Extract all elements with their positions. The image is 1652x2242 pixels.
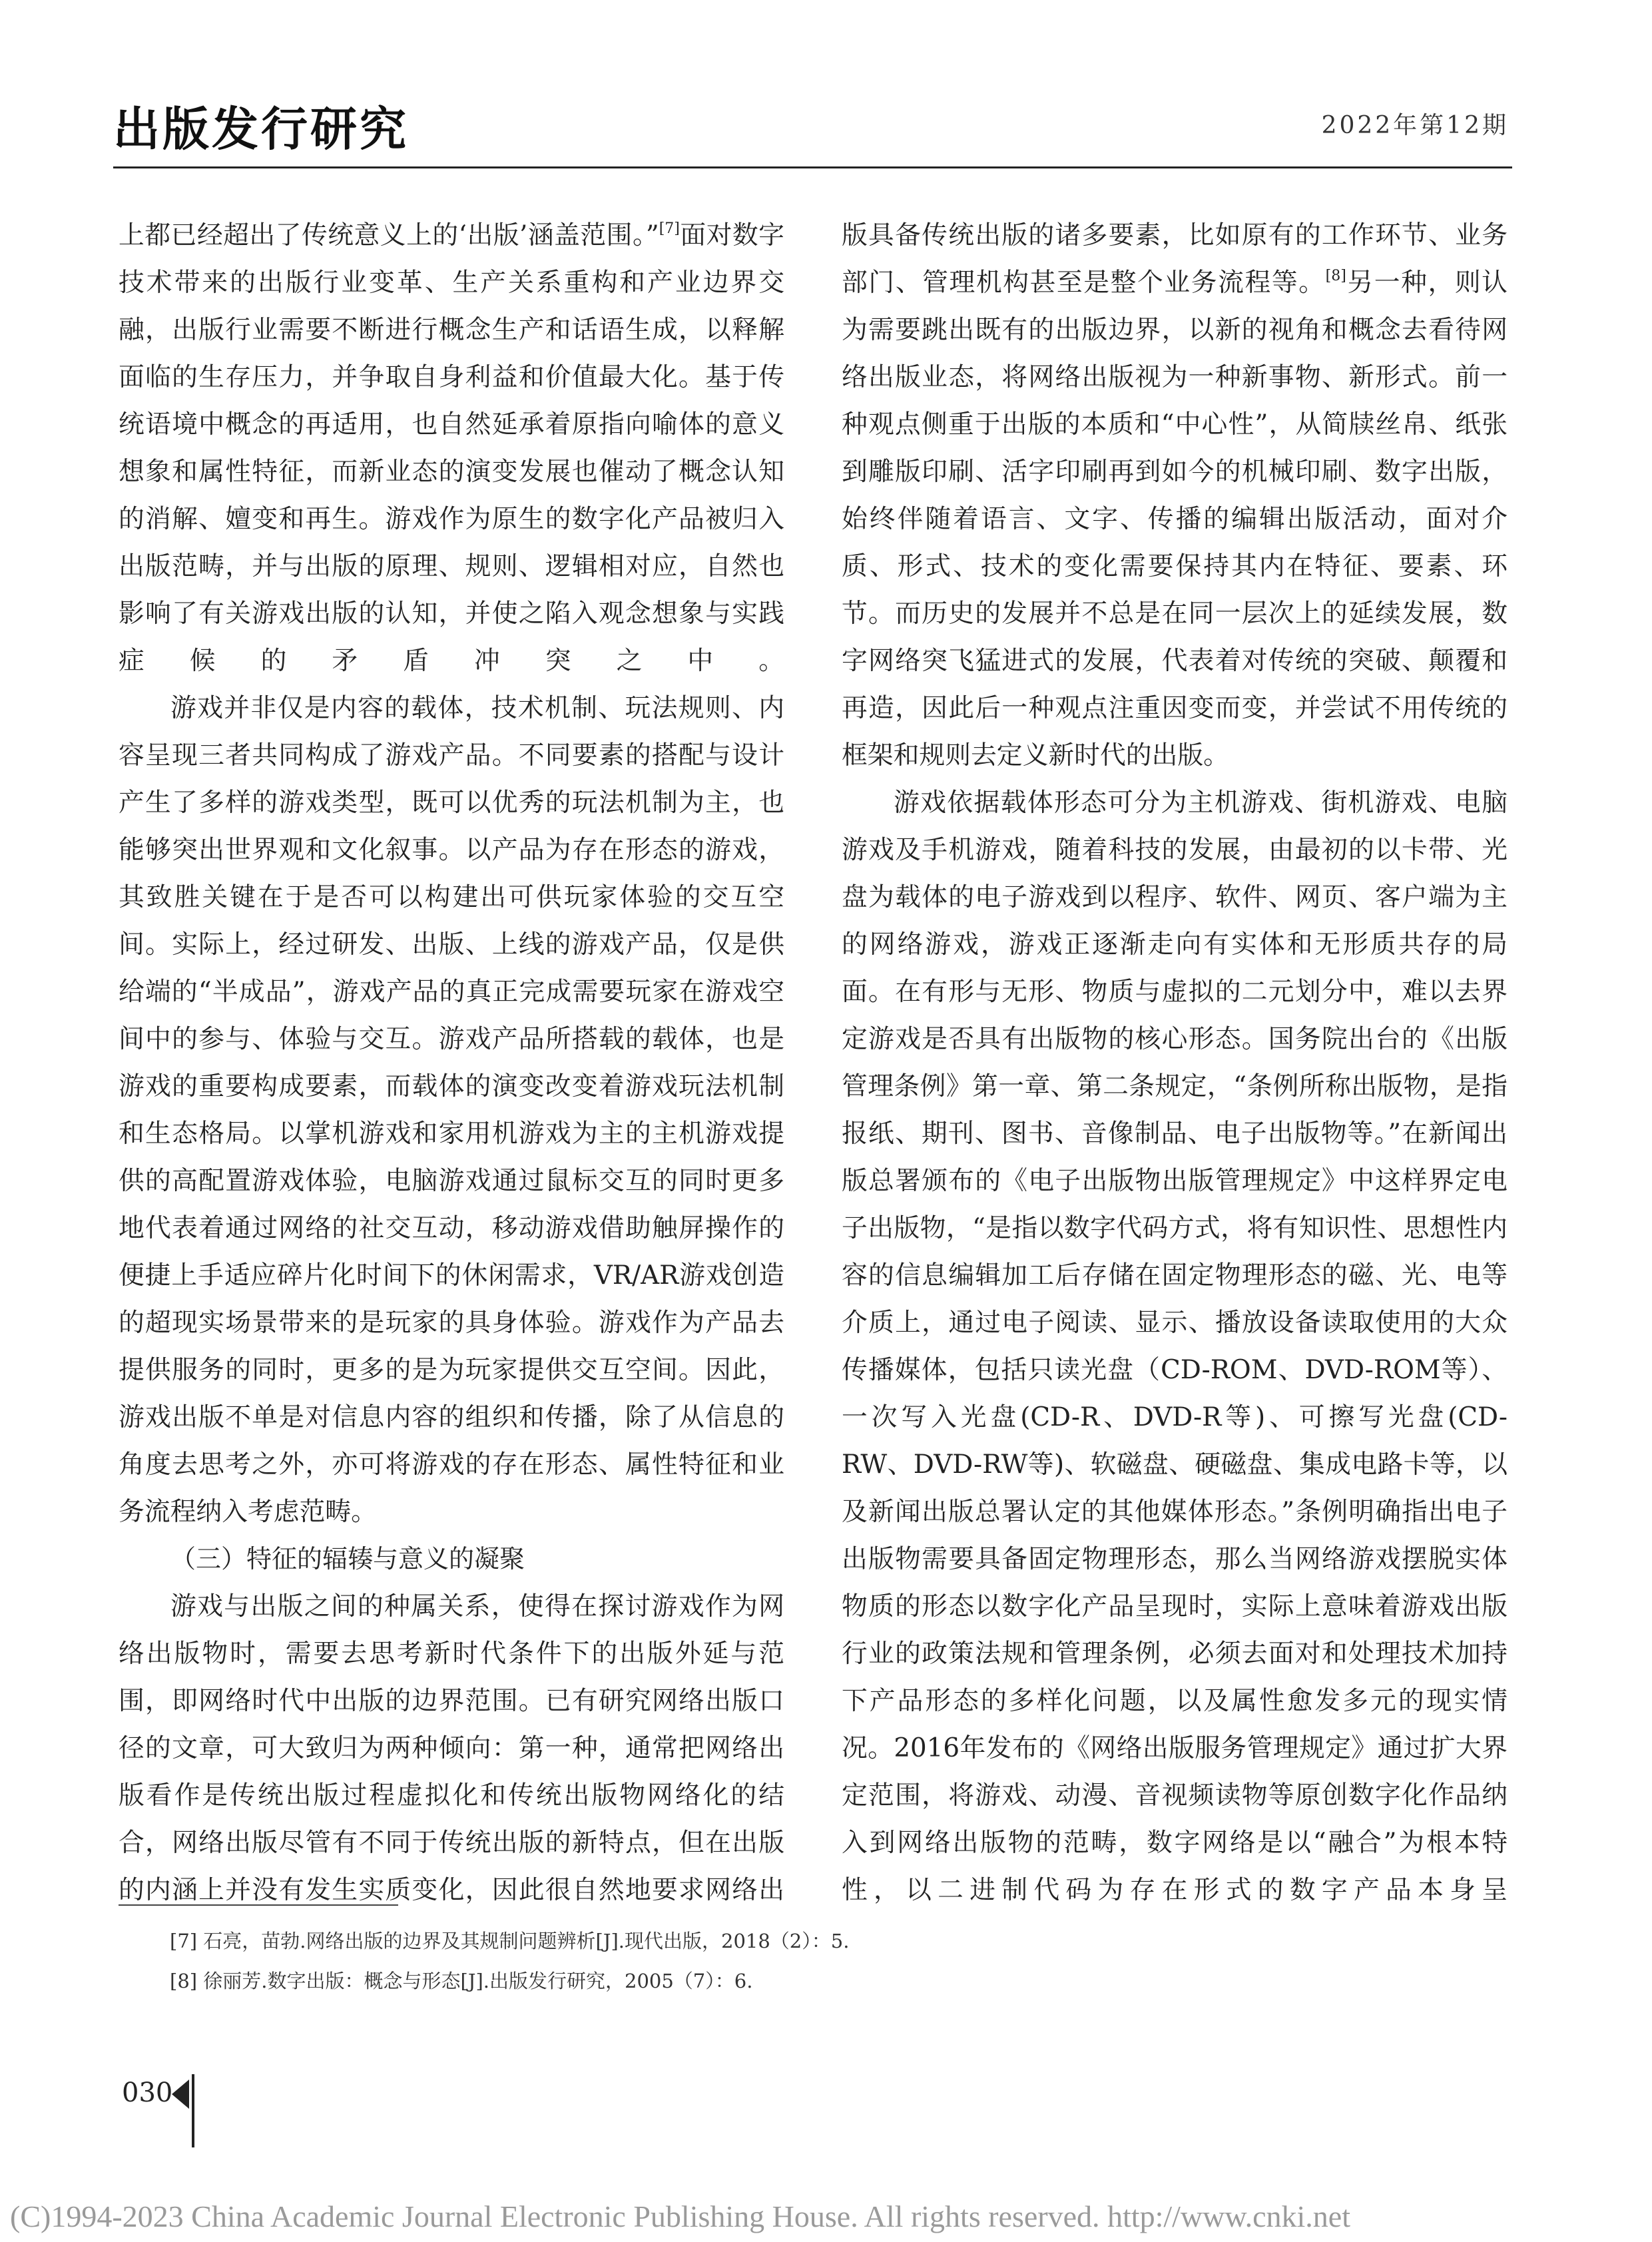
journal-logo: 出版发行研究	[113, 101, 409, 156]
triangle-left-icon	[172, 2080, 189, 2109]
paragraph: 游戏依据载体形态可分为主机游戏、街机游戏、电脑游戏及手机游戏，随着科技的发展，由最初的以卡带、光盘为载体的电子游戏到以程序、软件、网页、客户端为主的网络游戏，游戏正逐渐走向有实体和无形质共存的局面。在有形与无形、物质与虚拟的二元划分中，难以去界定游戏是否具有出版物的核心形态。国务院出台的《出版管理条例》第一章、第二条规定，“条例所称出版物，是指报纸、期刊、图书、音像制品、电子出版物等。”在新闻出版总署颁布的《电子出版物出版管理规定》中这样界定电子出版物，“是指以数字代码方式，将有知识性、思想性内容的信息编辑加工后存储在固定物理形态的磁、光、电等介质上，通过电子阅读、显示、播放设备读取使用的大众传播媒体，包括只读光盘（CD-ROM、DVD-ROM等）、一次写入光盘(CD-R、DVD-R等)、可擦写光盘(CD-RW、DVD-RW等)、软磁盘、硬磁盘、集成电路卡等，以及新闻出版总署认定的其他媒体形态。”条例明确指出电子出版物需要具备固定物理形态，那么当网络游戏摆脱实体物质的形态以数字化产品呈现时，实际上意味着游戏出版行业的政策法规和管理条例，必须去面对和处理技术加持下产品形态的多样化问题，以及属性愈发多元的现实情况。2016年发布的《网络出版服务管理规定》通过扩大界定范围，将游戏、动漫、音视频读物等原创数字化作品纳入到网络出版物的范畴，数字网络是以“融合”为根本特性，以二进制代码为存在形式的数字产品本身呈	[842, 788, 1508, 1905]
issue-label: 2022年第12期	[1321, 112, 1509, 139]
footnote: [7] 石亮，苗勃.网络出版的边界及其规制问题辨析[J].现代出版，2018（2）：5.	[170, 1930, 850, 1952]
footnotes	[170, 1921, 849, 2001]
section-heading: （三）特征的辐辏与意义的凝聚	[170, 1544, 525, 1573]
paragraph	[119, 212, 784, 685]
footnote: [8] 徐丽芳.数字出版：概念与形态[J].出版发行研究，2005（7）：6.	[170, 1970, 753, 1992]
footnote-ref[interactable]: [8]	[1325, 268, 1346, 284]
paragraph-text: 面对数字技术带来的出版行业变革、生产关系重构和产业边界交融，出版行业需要不断进行概念生产和话语生成，以释解面临的生存压力，并争取自身利益和价值最大化。基于传统语境中概念的再适用，也自然延承着原指向喻体的意义想象和属性特征，而新业态的演变发展也催动了概念认知的消解、嬗变和再生。游戏作为原生的数字化产品被归入出版范畴，并与出版的原理、规则、逻辑相对应，自然也影响了有关游戏出版的认知，并使之陷入观念想象与实践症候的矛盾冲突之中。	[119, 220, 784, 676]
left-column	[119, 212, 784, 1914]
paragraph-text: 另一种，则认为需要跳出既有的出版边界，以新的视角和概念去看待网络出版业态，将网络出版视为一种新事物、新形式。前一种观点侧重于出版的本质和“中心性”，从简牍丝帛、纸张到雕版印刷、活字印刷再到如今的机械印刷、数字出版，始终伴随着语言、文字、传播的编辑出版活动，面对介质、形式、技术的变化需要保持其内在特征、要素、环节。而历史的发展并不总是在同一层次上的延续发展，数字网络突飞猛进式的发展，代表着对传统的突破、颠覆和再造，因此后一种观点注重因变而变，并尝试不用传统的框架和规则去定义新时代的出版。	[842, 268, 1508, 770]
page-marker-bar	[192, 2074, 194, 2147]
paragraph: 游戏与出版之间的种属关系，使得在探讨游戏作为网络出版物时，需要去思考新时代条件下的出版外延与范围，即网络时代中出版的边界范围。已有研究网络出版口径的文章，可大致归为两种倾向：第一种，通常把网络出版看作是传统出版过程虚拟化和传统出版物网络化的结合，网络出版尽管有不同于传统出版的新特点，但在出版的内涵上并没有发生实质变化，因此很自然地要求网络出	[119, 1591, 784, 1905]
header-divider	[113, 166, 1512, 168]
footnote-divider	[119, 1904, 398, 1906]
paragraph-text: 版具备传统出版的诸多要素，比如原有的工作环节、业务部门、管理机构甚至是整个业务流程等。	[842, 220, 1508, 298]
copyright-watermark: (C)1994-2023 China Academic Journal Electronic Publishing House. All rights reserved. http://www.cnki.net	[10, 2199, 1350, 2233]
right-column	[842, 212, 1508, 1914]
paragraph-text: 上都已经超出了传统意义上的‘出版’涵盖范围。”	[119, 220, 659, 250]
page-number: 030	[122, 2078, 173, 2108]
footnote-ref[interactable]: [7]	[659, 220, 680, 237]
paragraph	[842, 212, 1508, 779]
paragraph: 游戏并非仅是内容的载体，技术机制、玩法规则、内容呈现三者共同构成了游戏产品。不同要素的搭配与设计产生了多样的游戏类型，既可以优秀的玩法机制为主，也能够突出世界观和文化叙事。以产品为存在形态的游戏，其致胜关键在于是否可以构建出可供玩家体验的交互空间。实际上，经过研发、出版、上线的游戏产品，仅是供给端的“半成品”，游戏产品的真正完成需要玩家在游戏空间中的参与、体验与交互。游戏产品所搭载的载体，也是游戏的重要构成要素，而载体的演变改变着游戏玩法机制和生态格局。以掌机游戏和家用机游戏为主的主机游戏提供的高配置游戏体验，电脑游戏通过鼠标交互的同时更多地代表着通过网络的社交互动，移动游戏借助触屏操作的便捷上手适应碎片化时间下的休闲需求，VR/AR游戏创造的超现实场景带来的是玩家的具身体验。游戏作为产品去提供服务的同时，更多的是为玩家提供交互空间。因此，游戏出版不单是对信息内容的组织和传播，除了从信息的角度去思考之外，亦可将游戏的存在形态、属性特征和业务流程纳入考虑范畴。	[119, 693, 784, 1527]
